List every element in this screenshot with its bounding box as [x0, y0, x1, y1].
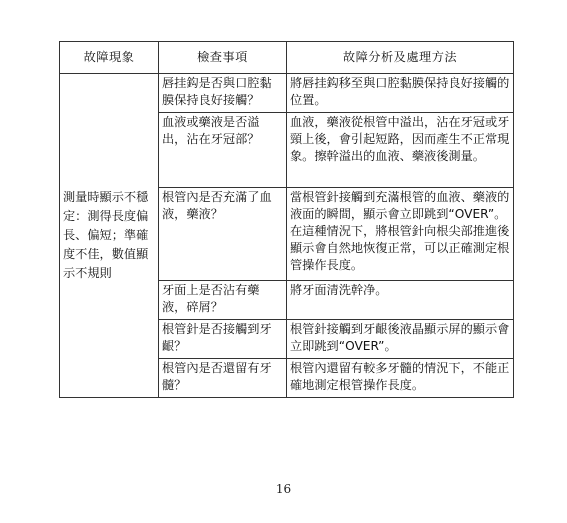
check-cell: 血液或藥液是否溢出，沾在牙冠部？	[159, 113, 287, 188]
header-analysis-solution: 故障分析及處理方法	[287, 42, 514, 74]
solution-cell: 將牙面清洗幹净。	[287, 281, 514, 320]
solution-cell: 血液，藥液從根管中溢出，沾在牙冠或牙頸上後，會引起短路，因而產生不正常現象。擦幹溢出的血液、藥液後測量。	[287, 113, 514, 188]
table-header-row	[60, 42, 514, 74]
solution-cell: 將唇挂鈎移至與口腔黏膜保持良好接觸的位置。	[287, 74, 514, 113]
check-cell: 根管針是否接觸到牙齦？	[159, 320, 287, 359]
symptom-cell: 測量時顯示不穩定：測得長度偏長、偏短；準確度不佳，數值顯示不規則	[60, 74, 159, 398]
header-symptom: 故障現象	[60, 42, 159, 74]
solution-cell: 當根管針接觸到充滿根管的血液、藥液的液面的瞬間，顯示會立即跳到“OVER”。在這種情況下，將根管針向根尖部推進後顯示會自然地恢復正常，可以正確測定根管操作長度。	[287, 188, 514, 281]
check-cell: 根管內是否還留有牙髓？	[159, 359, 287, 398]
page-number: 16	[275, 482, 292, 496]
table-row	[60, 74, 514, 113]
check-cell: 根管內是否充滿了血液，藥液？	[159, 188, 287, 281]
check-cell: 牙面上是否沾有藥液，碎屑？	[159, 281, 287, 320]
troubleshooting-table	[59, 41, 514, 398]
header-check-item: 檢查事項	[159, 42, 287, 74]
check-cell: 唇挂鈎是否與口腔黏膜保持良好接觸？	[159, 74, 287, 113]
solution-cell: 根管內還留有較多牙髓的情況下，不能正確地測定根管操作長度。	[287, 359, 514, 398]
solution-cell: 根管針接觸到牙齦後液晶顯示屏的顯示會立即跳到“OVER”。	[287, 320, 514, 359]
